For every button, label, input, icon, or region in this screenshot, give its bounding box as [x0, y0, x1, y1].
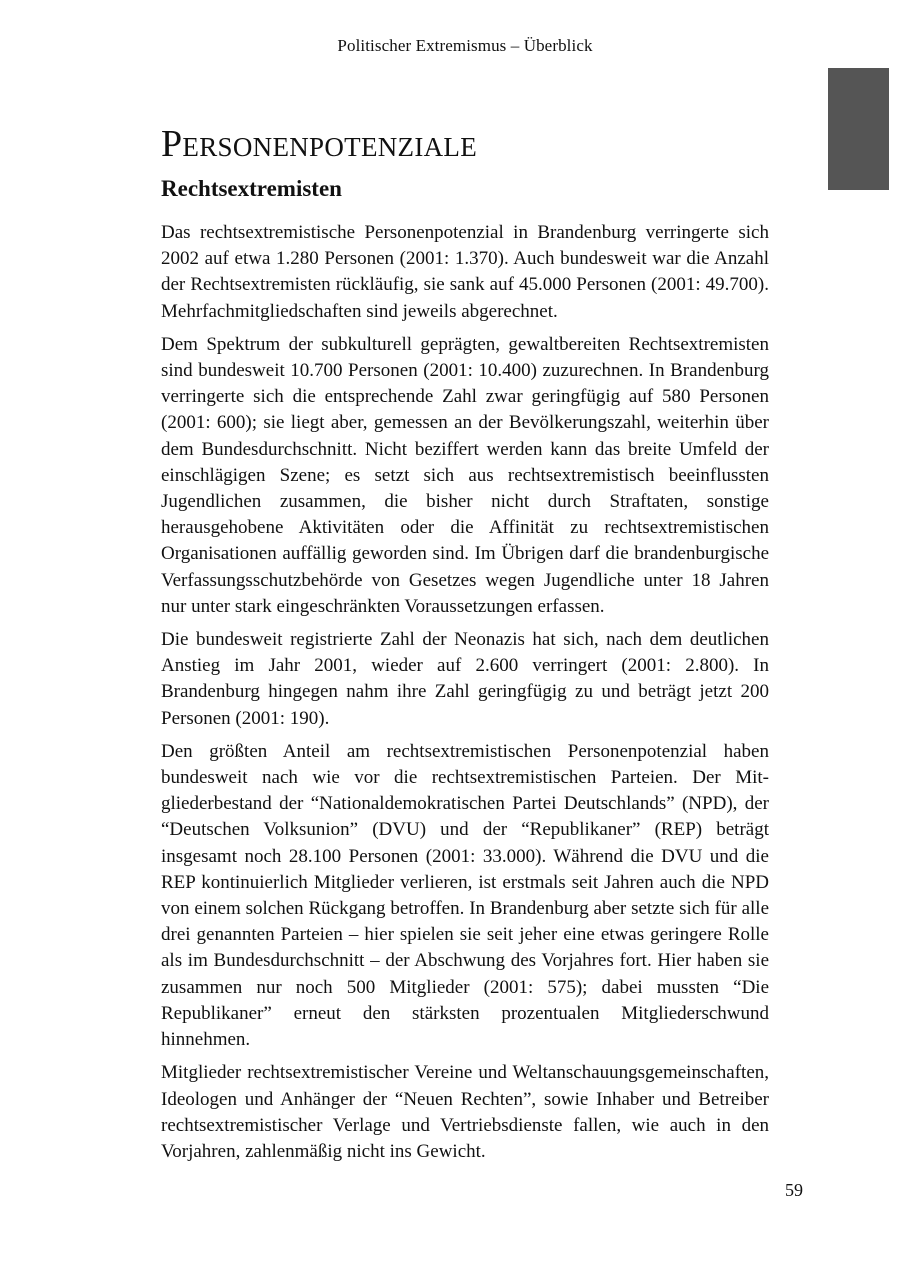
body-text [161, 220, 769, 1172]
paragraph-parteien: Den größten Anteil am rechtsextremistischen Personenpotenzial haben bundesweit nach wie vor die rechtsextremistischen Parteien. Der Mitgliederbestand der “Nationaldemokratischen Partei Deutschlands” (NPD), der “Deutschen Volksunion” (DVU) und der “Republikaner” (REP) beträgt insgesamt noch 28.100 Personen (2001: 33.000). Während die DVU und die REP kontinuierlich Mitglieder verlieren, ist erstmals seit Jahren auch die NPD von einem solchen Rückgang betroffen. In Brandenburg aber setzte sich für alle drei genannten Parteien – hier spielen sie seit jeher eine etwas geringere Rolle als im Bundesdurchschnitt – der Abschwung des Vorjahres fort. Hier haben sie zusammen nur noch 500 Mitglieder (2001: 575); dabei mussten “Die Republikaner” erneut den stärksten prozentualen Mitgliederschwund hinnehmen. [161, 740, 769, 1051]
section-title: Rechtsextremisten [161, 176, 342, 201]
paragraph-personenpotenzial: Das rechtsextremistische Personenpotenzial in Brandenburg verringerte sich 2002 auf etwa 1.280 Personen (2001: 1.370). Auch bundesweit war die Anzahl der Rechtsextremisten rückläufig, sie sank auf 45.000 Personen (2001: 49.700). Mehrfachmitgliedschaften sind jeweils abgerechnet. [161, 222, 769, 322]
paragraph-vereine: Mitglieder rechtsextremistischer Vereine und Weltanschauungsgemeinschaften, Ideologen und Anhänger der “Neuen Rechten”, sowie Inhaber und Betreiber rechtsextremistischer Verlage und Vertriebsdienste fallen, wie auch in den Vorjahren, zahlenmäßig nicht ins Gewicht. [161, 1062, 769, 1162]
chapter-thumb-tab [828, 68, 889, 190]
running-header: Politischer Extremismus – Überblick [337, 36, 593, 55]
page-number: 59 [785, 1180, 803, 1200]
paragraph-neonazis: Die bundesweit registrierte Zahl der Neonazis hat sich, nach dem deutlichen Anstieg im Jahr 2001, wieder auf 2.600 verringert (2001: 2.800). In Brandenburg hingegen nahm ihre Zahl geringfügig zu und beträgt jetzt 200 Personen (2001: 190). [161, 629, 769, 729]
chapter-title: Personenpotenziale [161, 123, 478, 165]
paragraph-gewaltbereite: Dem Spektrum der subkulturell geprägten, gewaltbereiten Rechtsextremisten sind bundesweit 10.700 Personen (2001: 10.400) zuzurechnen. In Brandenburg verringerte sich die entsprechende Zahl zwar geringfügig auf 580 Personen (2001: 600); sie liegt aber, gemessen an der Bevölkerungszahl, weiterhin über dem Bundesdurchschnitt. Nicht beziffert werden kann das breite Umfeld der einschlägigen Szene; es setzt sich aus rechtsextremistisch beeinflussten Jugendlichen zusammen, die bisher nicht durch Straftaten, sonstige herausgehobene Aktivitäten oder die Affinität zu rechtsextremistischen Organisationen auffällig geworden sind. Im Übrigen darf die brandenburgische Verfassungsschutzbehörde von Gesetzes wegen Jugendliche unter 18 Jahren nur unter stark eingeschränkten Voraussetzungen erfassen. [161, 333, 769, 617]
